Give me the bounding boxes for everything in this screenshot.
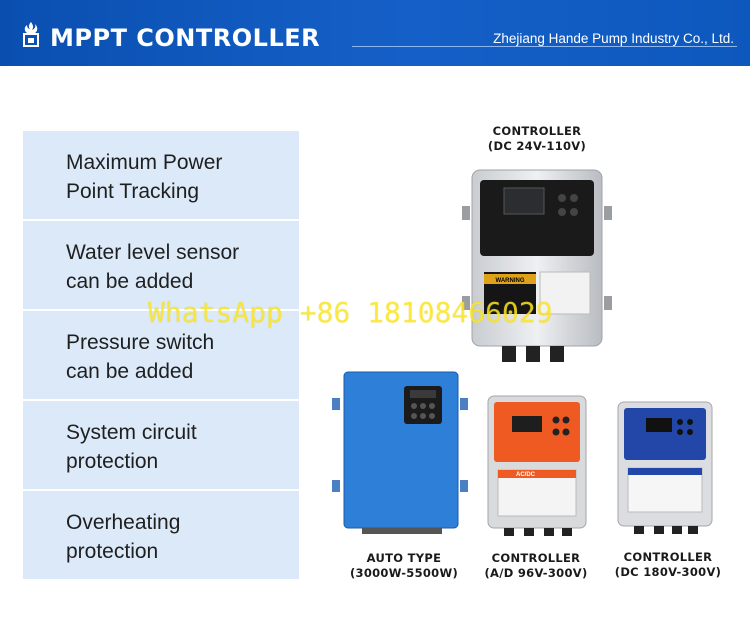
product-spec: (3000W-5500W) [349, 566, 459, 580]
warning-text: WARNING [495, 278, 525, 284]
product-spec: (DC 24V-110V) [487, 139, 587, 153]
feature-item [23, 491, 299, 579]
feature-text: Pressure switch [66, 331, 215, 354]
feature-item [23, 131, 299, 219]
feature-text: System circuit [66, 421, 197, 444]
feature-item [23, 401, 299, 489]
whatsapp-watermark: WhatsApp +86 18108466029 [148, 296, 553, 329]
feature-text: can be added [66, 360, 194, 383]
feature-text: Water level sensor [66, 241, 240, 264]
feature-text: can be added [66, 270, 194, 293]
feature-text: Overheating [66, 511, 181, 534]
product-label-main [470, 124, 604, 154]
product-label-dc [606, 550, 730, 580]
feature-list [23, 131, 299, 581]
auto-type-controller-image [332, 368, 468, 538]
controller-dc-24-110-image [462, 166, 612, 366]
controller-dc-180-300-image [614, 398, 716, 536]
feature-text: protection [66, 450, 159, 473]
product-label-ad [474, 551, 598, 581]
header-divider [352, 46, 737, 47]
product-name: AUTO TYPE [366, 551, 442, 565]
product-spec: (A/D 96V-300V) [484, 566, 588, 580]
feature-text: Point Tracking [66, 180, 200, 203]
product-label-auto [340, 551, 468, 581]
product-name: CONTROLLER [492, 124, 582, 138]
acdc-text: AC/DC [516, 472, 535, 478]
product-name: CONTROLLER [491, 551, 581, 565]
logo-icon [22, 21, 40, 47]
product-spec: (DC 180V-300V) [614, 565, 722, 579]
feature-text: Maximum Power [66, 151, 223, 174]
page-title: MPPT CONTROLLER [50, 24, 321, 52]
controller-ad-96-300-image [484, 392, 590, 538]
feature-text: protection [66, 540, 159, 563]
header-banner [0, 0, 750, 66]
product-name: CONTROLLER [623, 550, 713, 564]
company-name: Zhejiang Hande Pump Industry Co., Ltd. [493, 31, 734, 46]
